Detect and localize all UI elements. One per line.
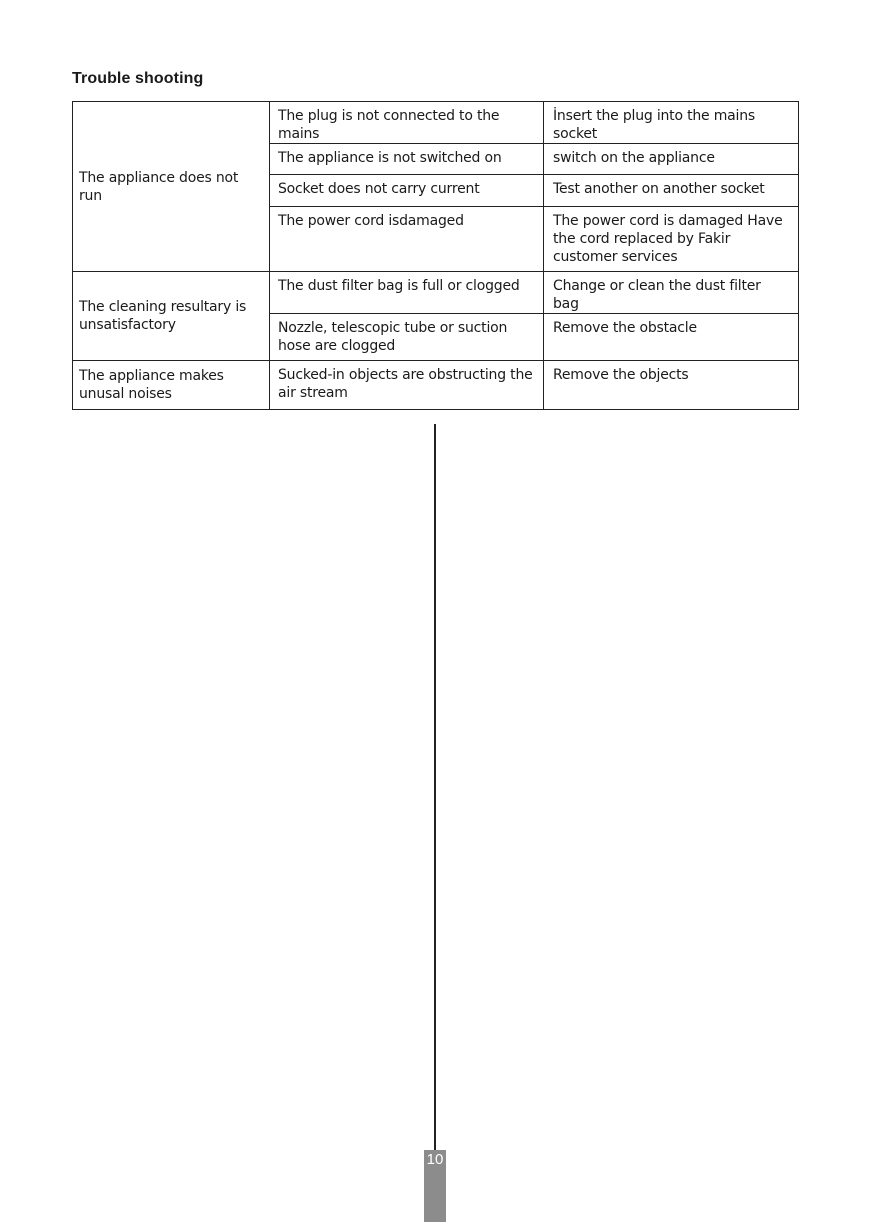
table-row [73, 361, 799, 410]
cause-cell: The plug is not connected to the mains [270, 102, 544, 144]
remedy-cell: Remove the obstacle [544, 314, 799, 361]
symptom-cell: The cleaning resultary is unsatisfactory [73, 272, 270, 361]
cause-cell: Sucked-in objects are obstructing the air stream [270, 361, 544, 410]
symptom-cell: The appliance makes unusal noises [73, 361, 270, 410]
cause-cell: The dust filter bag is full or clogged [270, 272, 544, 314]
remedy-cell: switch on the appliance [544, 144, 799, 175]
symptom-cell: The appliance does not run [73, 102, 270, 272]
column-divider [434, 424, 436, 1152]
table-row [73, 102, 799, 144]
page-title: Trouble shooting [72, 70, 204, 87]
remedy-cell: Change or clean the dust filter bag [544, 272, 799, 314]
remedy-cell: The power cord is damaged Have the cord replaced by Fakir customer services [544, 207, 799, 272]
cause-cell: Nozzle, telescopic tube or suction hose are clogged [270, 314, 544, 361]
cause-cell: Socket does not carry current [270, 175, 544, 207]
table-row [73, 272, 799, 314]
troubleshooting-table [72, 101, 799, 410]
remedy-cell: Test another on another socket [544, 175, 799, 207]
page-number: 10 [426, 1151, 444, 1168]
cause-cell: The power cord isdamaged [270, 207, 544, 272]
remedy-cell: Remove the objects [544, 361, 799, 410]
remedy-cell: İnsert the plug into the mains socket [544, 102, 799, 144]
cause-cell: The appliance is not switched on [270, 144, 544, 175]
